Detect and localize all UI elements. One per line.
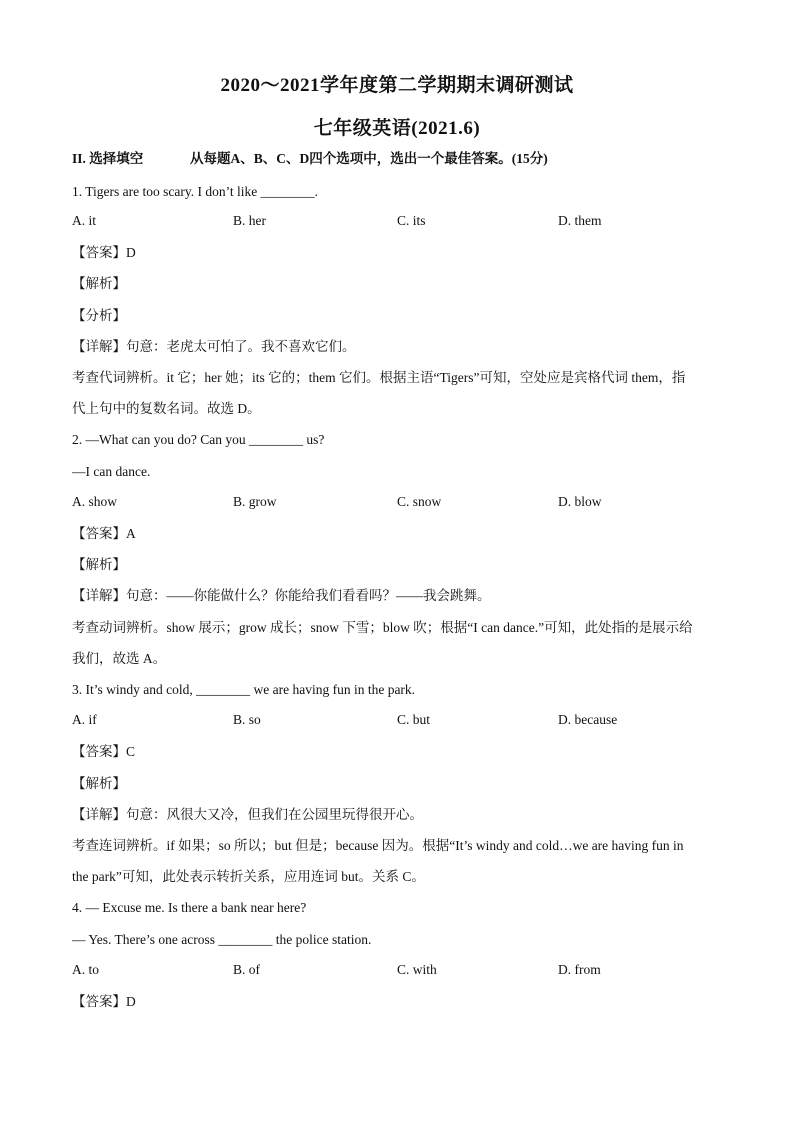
question-stem: 1. Tigers are too scary. I don’t like ________. [72, 184, 318, 199]
option-d: D. blow [558, 494, 602, 509]
options-row [72, 962, 732, 980]
option-b: B. of [233, 962, 260, 977]
section-heading [72, 150, 732, 168]
option-c: C. with [397, 962, 437, 977]
detail-line: 【详解】句意：风很大又冷，但我们在公园里玩得很开心。 [72, 807, 423, 822]
detail-line: 考查连词辨析。if 如果；so 所以；but 但是；because 因为。根据“It’s windy and cold…we are having fun in [72, 838, 684, 853]
option-c: C. snow [397, 494, 442, 509]
analysis-tag: 【解析】 [72, 776, 126, 791]
question-stem: —I can dance. [72, 464, 151, 479]
answer-line: 【答案】D [72, 245, 136, 260]
analysis-tag: 【解析】 [72, 557, 126, 572]
detail-line: 考查代词辨析。it 它；her 她；its 它的；them 它们。根据主语“Tigers”可知，空处应是宾格代词 them，指 [72, 370, 686, 385]
detail-line: the park”可知，此处表示转折关系，应用连词 but。关系 C。 [72, 869, 425, 884]
option-d: D. them [558, 213, 602, 228]
document-title: 2020～2021学年度第二学期期末调研测试 [220, 75, 574, 96]
options-row [72, 494, 732, 512]
option-c: C. but [397, 712, 431, 727]
options-row [72, 213, 732, 231]
question-stem: 4. — Excuse me. Is there a bank near here? [72, 900, 307, 915]
section-instruction: 从每题A、B、C、D四个选项中，选出一个最佳答案。(15分) [190, 151, 548, 166]
document-subtitle: 七年级英语(2021.6) [313, 118, 481, 139]
question-stem: — Yes. There’s one across ________ the police station. [72, 932, 372, 947]
question-stem: 2. —What can you do? Can you ________ us? [72, 432, 325, 447]
option-b: B. so [233, 712, 261, 727]
option-a: A. if [72, 712, 97, 727]
section-label: II. 选择填空 [72, 151, 144, 166]
option-a: A. show [72, 494, 118, 509]
detail-line: 【详解】句意：——你能做什么？你能给我们看看吗？——我会跳舞。 [72, 588, 491, 603]
option-a: A. to [72, 962, 99, 977]
option-b: B. her [233, 213, 266, 228]
option-c: C. its [397, 213, 426, 228]
answer-line: 【答案】D [72, 994, 136, 1009]
breakdown-tag: 【分析】 [72, 308, 126, 323]
detail-line: 我们，故选 A。 [72, 651, 167, 666]
detail-line: 考查动词辨析。show 展示；grow 成长；snow 下雪；blow 吹；根据“I can dance.”可知，此处指的是展示给 [72, 620, 693, 635]
answer-line: 【答案】C [72, 744, 136, 759]
option-a: A. it [72, 213, 97, 228]
option-d: D. because [558, 712, 618, 727]
option-b: B. grow [233, 494, 277, 509]
option-d: D. from [558, 962, 601, 977]
detail-line: 代上句中的复数名词。故选 D。 [72, 401, 261, 416]
answer-line: 【答案】A [72, 526, 136, 541]
detail-line: 【详解】句意：老虎太可怕了。我不喜欢它们。 [72, 339, 356, 354]
options-row [72, 712, 732, 730]
question-stem: 3. It’s windy and cold, ________ we are having fun in the park. [72, 682, 416, 697]
analysis-tag: 【解析】 [72, 276, 126, 291]
